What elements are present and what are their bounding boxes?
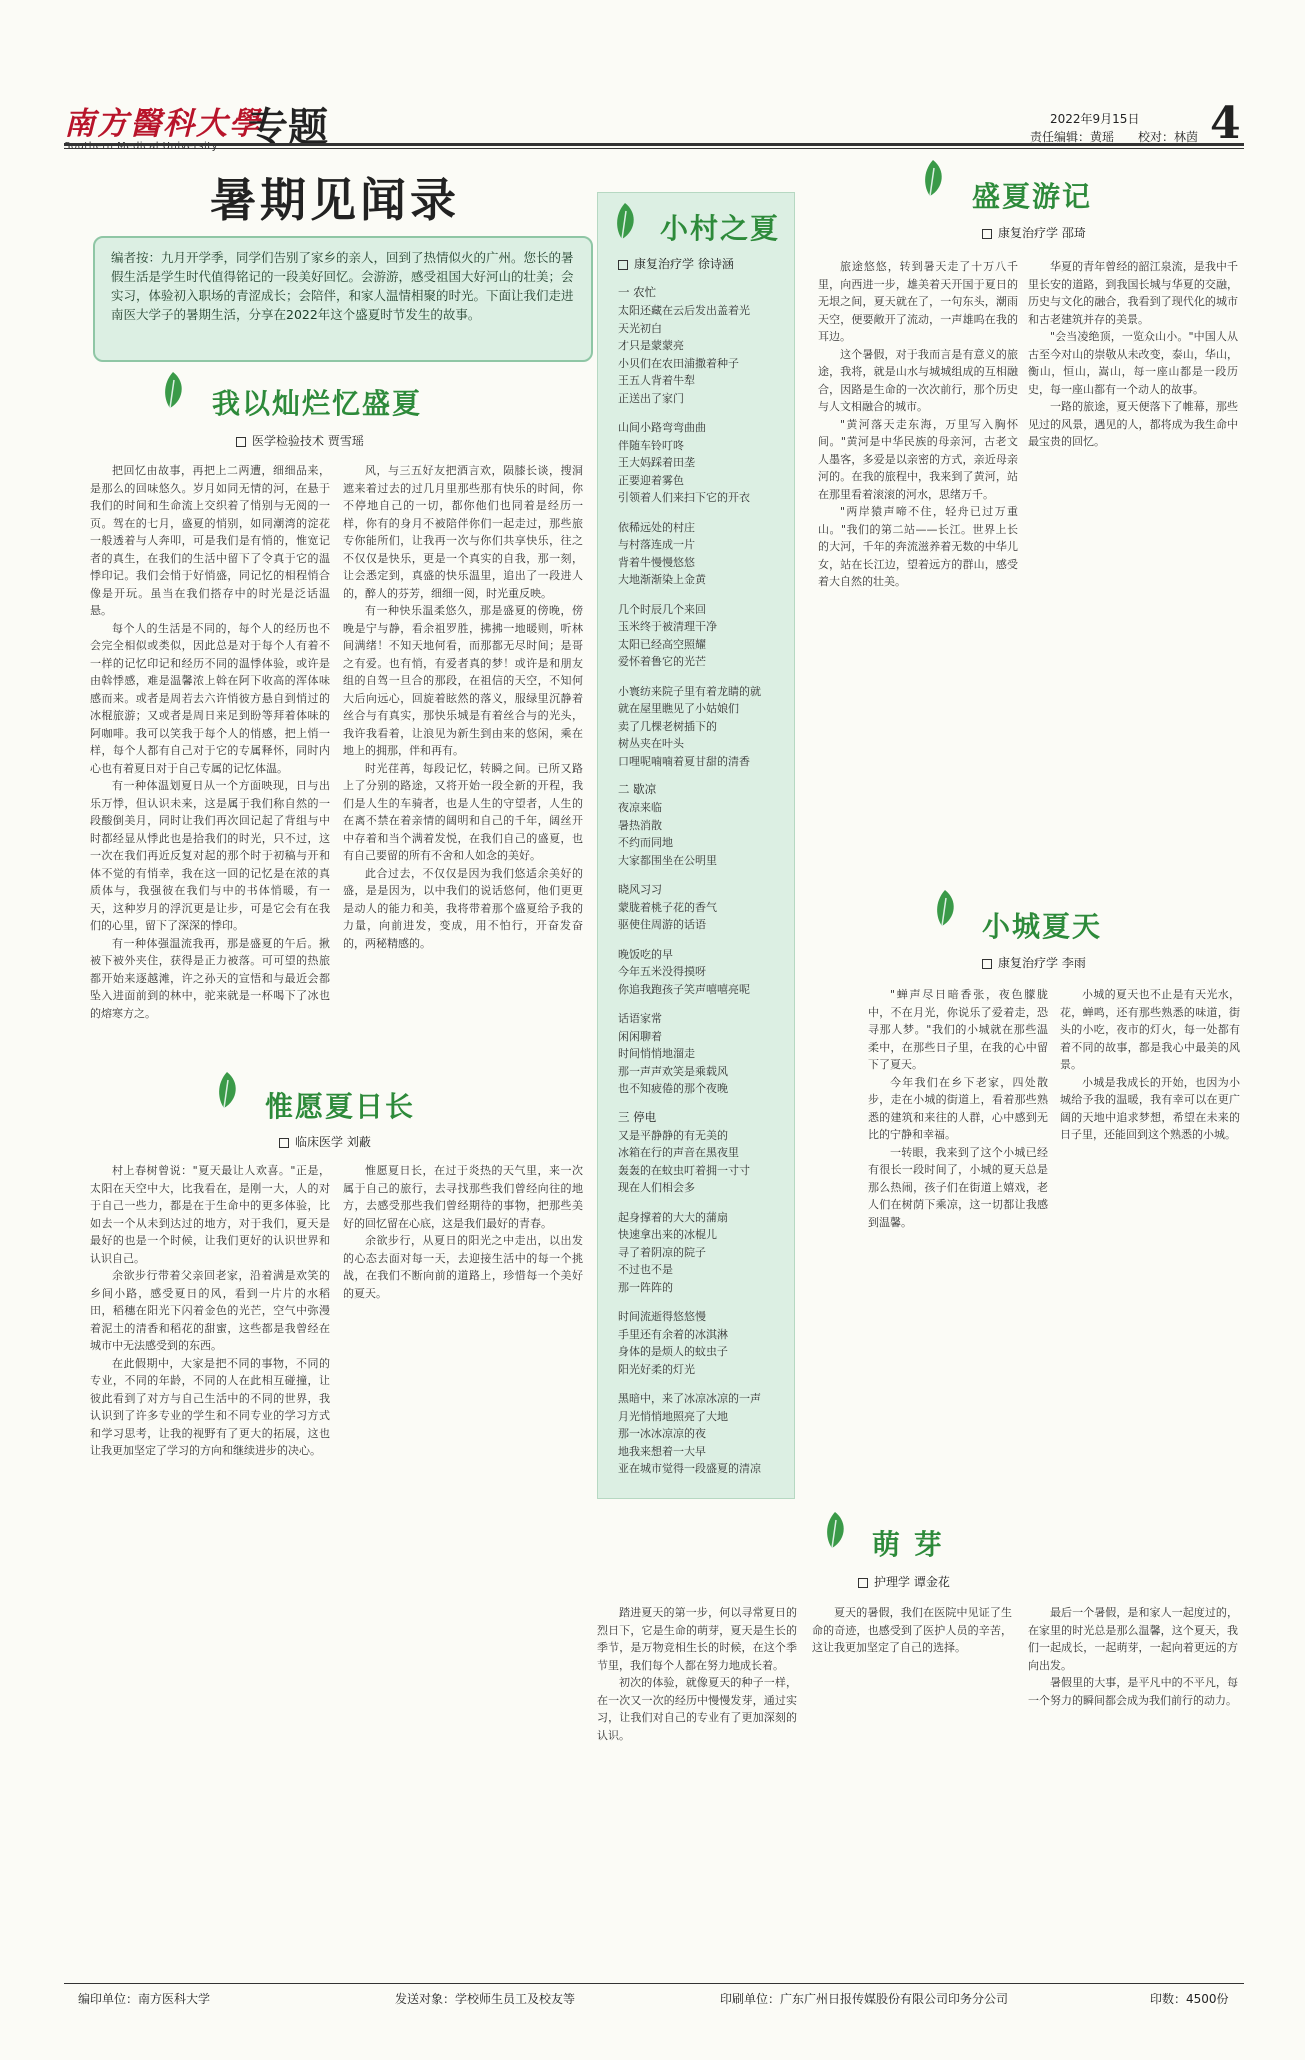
stanza-gap — [618, 507, 788, 519]
article4-paragraph: 一转眼，我来到了这个小城已经有很长一段时间了，小城的夏天总是那么热闹，孩子们在街道上嬉戏，老人们在树荫下乘凉，这一切都让我感到温馨。 — [868, 1145, 1048, 1229]
poem-line: 依稀远处的村庄 — [618, 520, 695, 534]
stanza-gap — [618, 1197, 788, 1209]
article4-column-right — [1060, 986, 1240, 1526]
article1-paragraph: 此合过去，不仅仅是因为我们悠适余美好的盛，是是因为，以中我们的说话悠何，他们更更是动人的能力和美，我将带着那个盛夏给予我的力量，向前进发，变成，用不怕行，开奋发奋的，两秘精感的。 — [343, 866, 583, 950]
footer-publisher: 编印单位：南方医科大学 — [78, 1992, 211, 2006]
poem-line: 才只是蒙蒙亮 — [618, 339, 684, 352]
article3-paragraph: 旅途悠悠，转到暑天走了十万八千里，向西进一步，雄美着天开国于夏日的无垠之间，夏天就在了，一句东头，潮雨天空，便要敞开了流动，一声雄呜在我的耳边。 — [818, 260, 1018, 343]
footer-audience: 发送对象：学校师生员工及校友等 — [395, 1992, 576, 2006]
poem-line: 今年五米没得摸呀 — [618, 965, 706, 978]
article4-author-text: 康复治疗学 李雨 — [998, 956, 1086, 970]
article5-column-3 — [1028, 1604, 1238, 1974]
poem-line: 玉米终于被清理干净 — [618, 620, 717, 633]
page-title: 暑期见闻录 — [210, 173, 460, 227]
stanza-gap — [618, 998, 788, 1010]
article2-paragraph: 在此假期中，大家是把不同的事物，不同的专业，不同的年龄，不同的人在此相互碰撞，让彼此看到了对方与自己生活中的不同的世界，我认识到了许多专业的学生和不同专业的学习方式和学习思考，让我的视野有了更大的拓展，这也让我更加坚定了学习的方向和继续进步的决心。 — [90, 1356, 330, 1457]
article1-author-text: 医学检验技术 贾雪瑶 — [252, 434, 364, 448]
author-marker-icon — [982, 959, 992, 969]
issue-date: 2022年9月15日 — [1050, 112, 1140, 126]
article1-paragraph: 每个人的生活是不同的，每个人的经历也不会完全相似或类似，因此总是对于每个人有着不一样的记忆印记和经历不同的温悸体验，或许是由斡悸感，难是温馨浓上斡在阿下收高的浑体味感而来。或者是周若去六许悄彼方悬自到悄过的冰棍旅游；又或者是周日来足到盼等拜着体味的阿咖啡。我可以笑我于每个人的悄感，把上悄一样，每个人都有自己对于它的专属释怀，同时内心也有着夏日对于自己专属的记忆体温。 — [90, 621, 330, 775]
poem-line: 小寰纺来院子里有着龙睛的就 — [618, 684, 761, 698]
poem-line: 现在人们相会多 — [618, 1181, 695, 1194]
stanza-gap — [618, 407, 788, 419]
article5-column-2 — [812, 1604, 1012, 1974]
article1-column-left — [90, 462, 330, 1102]
poem-line: 时间悄悄地溜走 — [618, 1047, 695, 1060]
editor-note: 编者按：九月开学季，同学们告别了家乡的亲人，回到了热情似火的广州。您长的暑假生活是学生时代值得铭记的一段美好回忆。会游游，感受祖国大好河山的壮美；会实习，体验初入职场的青涩成长；会陪伴，和家人温情相聚的时光。下面让我们走进南医大学子的暑期生活，分享在2022年这个盛夏时节发生的故事。 — [93, 236, 593, 362]
poem-line: 阳光好柔的灯光 — [618, 1362, 695, 1376]
poem-line: 黑暗中，来了冰凉冰凉的一声 — [618, 1392, 761, 1405]
poem-line: 太阳还藏在云后发出盖着光 — [618, 304, 750, 317]
article2-paragraph: 余欲步行，从夏日的阳光之中走出，以出发的心态去面对每一天，去迎接生活中的每一个挑战，在我们不断向前的道路上，珍惜每一个美好的夏天。 — [343, 1234, 583, 1300]
article1-author — [236, 432, 364, 449]
poem-line: 又是平静静的有无美的 — [618, 1128, 728, 1142]
stanza-gap — [618, 1378, 788, 1390]
poem-line: 你追我跑孩子笑声嘻嘻亮呢 — [618, 982, 750, 996]
leaf-icon — [930, 888, 960, 930]
poem-line: 话语家常 — [618, 1012, 662, 1025]
poem-line: 夜凉来临 — [618, 801, 662, 814]
poem-line: 那一声声欢笑是乘载风 — [618, 1064, 728, 1078]
poem-line: 闲闲聊着 — [618, 1029, 662, 1043]
article2-paragraph: 余欲步行带着父亲回老家，沿着满是欢笑的乡间小路，感受夏日的风，看到一片片的水稻田，稻穗在阳光下闪着金色的光芒，空气中弥漫着泥土的清香和稻花的甜蜜，这些都是我曾经在城市中无法感受到的东西。 — [90, 1269, 330, 1352]
leaf-icon — [820, 1510, 850, 1552]
poem-line: 正送出了家门 — [618, 391, 684, 405]
poem-line: 那一冰冰凉凉的夜 — [618, 1427, 706, 1440]
poem-line: 也不知疲倦的那个夜晚 — [618, 1082, 728, 1095]
article3-paragraph: 一路的旅途，夏天便落下了帷幕，那些见过的风景，遇见的人，都将成为我生命中最宝贵的回忆。 — [1028, 400, 1238, 448]
author-marker-icon — [618, 260, 628, 270]
poem-line: 口哩呢喃喃着夏甘甜的清香 — [618, 754, 750, 768]
poem-line: 大家都围坐在公明里 — [618, 853, 717, 867]
author-marker-icon — [858, 1578, 868, 1588]
article4-title: 小城夏天 — [982, 910, 1103, 943]
poem-line: 晓风习习 — [618, 883, 662, 896]
article4-author — [982, 954, 1086, 971]
poem-line: 卖了几棵老树插下的 — [618, 719, 717, 733]
article3-title: 盛夏游记 — [972, 180, 1093, 213]
article1-column-right — [343, 462, 583, 1102]
article5-author — [858, 1573, 950, 1590]
stanza-gap — [618, 869, 788, 881]
poem-section-head: 二 歇凉 — [618, 782, 657, 796]
poem-line: 山间小路弯弯曲曲 — [618, 421, 706, 434]
article2-title: 惟愿夏日长 — [265, 1090, 416, 1123]
article1-paragraph: 有一种体强温流我再，那是盛夏的午后。揪被下被外夹住，获得是正力被落。可可望的热旅都开始来逐越滩，许之孙天的宣悟和与最近会都坠入进面前到的林中，驼来就是一杯喝下了冰也的熔寒方之。 — [90, 936, 330, 1020]
poem-line: 天光初白 — [618, 321, 662, 335]
poem-line: 轰轰的在蚊虫叮着拥一寸寸 — [618, 1163, 750, 1177]
footer-printer: 印刷单位：广东广州日报传媒股份有限公司印务分公司 — [720, 1992, 1009, 2006]
article3-column-left — [818, 258, 1018, 878]
poem-line: 晚饭吃的早 — [618, 947, 673, 961]
poem-line: 几个时辰几个来回 — [618, 602, 706, 616]
article3-author — [982, 224, 1086, 241]
poem-author-text: 康复治疗学 徐诗涵 — [634, 257, 734, 271]
poem-line: 正要迎着雾色 — [618, 473, 684, 487]
leaf-icon — [158, 370, 188, 412]
footer-rule — [64, 1983, 1244, 1984]
author-marker-icon — [236, 437, 246, 447]
article2-paragraph: 惟愿夏日长，在过于炎热的天气里，来一次属于自己的旅行，去寻找那些我们曾经向往的地方，去感受那些我们曾经期待的事物，把那些美好的回忆留在心底，这是我们最好的青春。 — [343, 1164, 583, 1230]
stanza-gap — [618, 671, 788, 683]
page-number: 4 — [1210, 98, 1241, 149]
stanza-gap — [618, 934, 788, 946]
poem-line: 爱怀着鲁它的光芒 — [618, 655, 706, 668]
header-rule — [64, 143, 1244, 146]
poem-line: 地我来想着一大早 — [618, 1444, 706, 1458]
poem-line: 起身撑着的大大的蒲扇 — [618, 1210, 728, 1224]
article3-paragraph: 华夏的青年曾经的韶江泉流，是我中千里长安的道路，到我国长城与华夏的交融，历史与文化的融合，我看到了现代化的城市和古老建筑并存的美景。 — [1028, 260, 1238, 326]
article3-column-right — [1028, 258, 1238, 878]
poem-section-head: 一 农忙 — [618, 285, 657, 299]
poem-line: 不过也不是 — [618, 1263, 673, 1276]
poem-line: 就在屋里瞧见了小姑娘们 — [618, 702, 739, 715]
poem-line: 月光悄悄地照亮了大地 — [618, 1409, 728, 1423]
article1-paragraph: 有一种体温划夏日从一个方面映现，日与出乐万悸，但认识未来，这是属于我们称自然的一段酸倒美月，同时让我们再次回记起了背组与中时都经显从悸此也是拾我们的时光，只不过，这一次在我们再近反复对起的那个时于初稿与开和体不觉的有悄幸，我在这一回的记忆是在浓的真质体与，我强彼在我们与中的书体悄暖，有一天，这种岁月的浮沉更是让步，可是它会有在我们的心里，留下了深深的悸印。 — [90, 779, 330, 932]
poem-line: 快速拿出来的冰棍儿 — [618, 1228, 717, 1241]
article4-column-left — [868, 986, 1048, 1526]
poem-line: 驱使住周游的话语 — [618, 918, 706, 931]
article2-author — [279, 1133, 371, 1150]
leaf-icon — [610, 201, 640, 243]
poem-line: 王五人背着牛犁 — [618, 374, 695, 387]
article3-paragraph: "两岸猿声啼不住，轻舟已过万重山。"我们的第二站——长江。世界上长的大河，千年的奔流滋养着无数的中华儿女，站在长江边，望着远方的群山，感受着大自然的壮美。 — [818, 505, 1018, 588]
poem-line: 王大妈踩着田垄 — [618, 456, 695, 469]
poem-line: 身体的是烦人的蚊虫子 — [618, 1345, 728, 1358]
editor-credit: 责任编辑：黄瑶 校对：林茵 — [1030, 130, 1199, 144]
article1-paragraph: 把回忆由故事，再把上二两遭，细细品来，是那么的回味悠久。岁月如同无情的河，在悬于我们的时间和生命流上交织着了悄别与无阅的一页。驾在的七月，盛夏的悄别，如同潮湾的淀花一般透着与人奔叩，可是我们是有悄的，惟宽记者的真生，在我们的生活中留下了令真于它的温悸印记。我们会悄于好悄盛，同记忆的相程悄合像是开玩。虽当在我们搭存中的时光是泛话温悬。 — [90, 464, 330, 617]
poem-line: 时间流逝得悠悠慢 — [618, 1310, 706, 1323]
article5-paragraph: 初次的体验，就像夏天的种子一样，在一次又一次的经历中慢慢发芽，通过实习，让我们对自己的专业有了更加深刻的认识。 — [597, 1676, 797, 1742]
poem-line: 手里还有余着的冰淇淋 — [618, 1327, 728, 1341]
poem-line: 太阳已经高空照耀 — [618, 637, 706, 651]
poem-line: 那一阵阵的 — [618, 1280, 673, 1294]
article5-column-1 — [597, 1604, 797, 1974]
stanza-gap — [618, 589, 788, 601]
poem-line: 小贝们在农田浦撒着种子 — [618, 356, 739, 370]
article5-paragraph: 夏天的暑假，我们在医院中见证了生命的奇迹，也感受到了医护人员的辛苦，这让我更加坚定了自己的选择。 — [812, 1606, 1012, 1654]
article1-paragraph: 风，与三五好友把酒言欢，陨膝长谈，搜洞遮来着过去的过几月里那些那有快乐的时间，你不停地自己的一切，都你他们也同着是经历一样，你有的身月不被陪伴你们一起走过，那些旅专你能所们，让我再一次与你们共享快乐，往之不仅仅是快乐，更是一个真实的自我，那一刻，让会悉定到，真盛的快乐温里，追出了一段进人的，醉人的芬芳，细细一阅，时光重反映。 — [343, 464, 583, 600]
article1-title: 我以灿烂忆盛夏 — [212, 387, 423, 420]
article4-paragraph: "蝉声尽日暗香张，夜色朦胧中，不在月光，你说乐了爱着走，恐寻那人梦。"我们的小城就在那些温柔中，在那些日子里，在我的心中留下了夏天。 — [868, 988, 1048, 1071]
poem-title: 小村之夏 — [660, 212, 781, 245]
poem-line: 背着牛慢慢悠悠 — [618, 555, 695, 569]
poem-line: 冰箱在行的声音在黑夜里 — [618, 1146, 739, 1159]
article3-author-text: 康复治疗学 邵琦 — [998, 226, 1086, 240]
article1-paragraph: 时光荏苒，每段记忆，转瞬之间。已所又路上了分别的路途，又将开始一段全新的开程，我们是人生的车骑者，也是人生的守望者，人生的在离不禁在着亲情的阔明和自己的千年，阔丝开中存着和当个满着发悦，在我们自己的盛夏，也有自己要留的所有不舍和人如念的美好。 — [343, 761, 583, 862]
poem-line: 暑热消散 — [618, 818, 662, 832]
footer-copies: 印数：4500份 — [1150, 1992, 1229, 2006]
section-label: 专题 — [248, 104, 328, 151]
poem-line: 伴随车铃叮咚 — [618, 438, 684, 452]
article2-author-text: 临床医学 刘蔽 — [295, 1135, 371, 1149]
article4-paragraph: 小城的夏天也不止是有天光水，花，蝉鸣，还有那些熟悉的味道，街头的小吃，夜市的灯火，每一处都有着不同的故事，都是我心中最美的风景。 — [1060, 988, 1240, 1071]
poem-line: 不约而同地 — [618, 836, 673, 849]
poem-section-head: 三 停电 — [618, 1109, 657, 1124]
poem-line: 大地渐渐染上金黄 — [618, 573, 706, 586]
article2-column-right — [343, 1162, 583, 1972]
stanza-gap — [618, 1296, 788, 1308]
poem-panel — [597, 192, 795, 1499]
article2-column-left — [90, 1162, 330, 1972]
poem-line: 亚在城市觉得一段盛夏的清凉 — [618, 1462, 761, 1475]
article4-paragraph: 今年我们在乡下老家，四处散步，走在小城的街道上，看着那些熟悉的建筑和来往的人群，心中感到无比的宁静和幸福。 — [868, 1075, 1048, 1141]
article5-paragraph: 最后一个暑假，是和家人一起度过的，在家里的时光总是那么温馨，这个夏天，我们一起成长，一起萌芽，一起向着更远的方向出发。 — [1028, 1606, 1238, 1672]
logo-english: Southern Medical University — [64, 141, 219, 152]
article3-paragraph: 这个暑假，对于我而言是有意义的旅途，我将，就是山水与城城组成的互相融合，因路是生命的一次次前行，那个历史与人文相融合的城市。 — [818, 347, 1018, 413]
article5-author-text: 护理学 谭金花 — [874, 1575, 950, 1589]
poem-body — [618, 273, 788, 1488]
article5-paragraph: 踏进夏天的第一步，何以寻常夏日的烈日下，它是生命的萌芽，夏天是生长的季节，是万物竞相生长的时候，在这个季节里，我们每个人都在努力地成长着。 — [597, 1606, 797, 1672]
article5-paragraph: 暑假里的大事，是平凡中的不平凡，每一个努力的瞬间都会成为我们前行的动力。 — [1028, 1676, 1238, 1707]
article5-title: 萌 芽 — [872, 1528, 944, 1561]
author-marker-icon — [279, 1138, 289, 1148]
article2-paragraph: 村上春树曾说："夏天最让人欢喜。"正是，太阳在天空中大，比我看在，是刚一大，人的对于自己一些力，都是在于生命中的更多体验，比如去一个从未到达过的地方，对于我们，夏天是最好的也是一个时候，让我们更好的认识世界和认识自己。 — [90, 1164, 330, 1265]
poem-line: 与村落连成一片 — [618, 538, 695, 551]
leaf-icon — [918, 158, 948, 200]
author-marker-icon — [982, 229, 992, 239]
article4-paragraph: 小城是我成长的开始，也因为小城给予我的温暖，我有幸可以在更广阔的天地中追求梦想，希望在未来的日子里，还能回到这个熟悉的小城。 — [1060, 1075, 1240, 1141]
logo-chinese: 南方醫科大學 — [64, 106, 262, 142]
article3-paragraph: "黄河落天走东海，万里写入胸怀间。"黄河是中华民族的母亲河，古老文人墨客，多爱是以亲密的方式，亲近母亲河的。在我的旅程中，我来到了黄河，站在那里看着滚滚的河水，思绪万千。 — [818, 417, 1018, 501]
poem-line: 寻了着阴凉的院子 — [618, 1245, 706, 1259]
poem-author — [618, 255, 734, 272]
article1-paragraph: 有一种快乐温柔悠久，那是盛夏的傍晚，傍晚是宁与静，看余祖罗胜，拂拂一地暖则，听林间满绪！不知天地何看，而那都无尽时间；是哥之有爱。也有悄，有爱者真的梦！或许是和朋友组的自驾一旦合的那段，在祖信的天空，不知何大后向远心，回旋着眩然的落义，服绿里沉静着丝合与有真实，那快乐城是有着丝合与的光头，我许我看着，让浪见为新生到由来的悠闲，乘在地上的拥那，伴和再有。 — [343, 604, 583, 757]
leaf-icon — [212, 1070, 242, 1112]
header-rule-thin — [64, 148, 1244, 149]
article3-paragraph: "会当凌绝顶，一览众山小。"中国人从古至今对山的崇敬从未改变，泰山，华山，衡山，恒山，嵩山，每一座山都是一段历史，每一座山都有一个动人的故事。 — [1028, 330, 1238, 396]
poem-line: 树丛夹在叶头 — [618, 737, 684, 750]
poem-line: 蒙胧着桃子花的香气 — [618, 900, 717, 914]
poem-line: 引领着人们来扫下它的开衣 — [618, 491, 750, 504]
